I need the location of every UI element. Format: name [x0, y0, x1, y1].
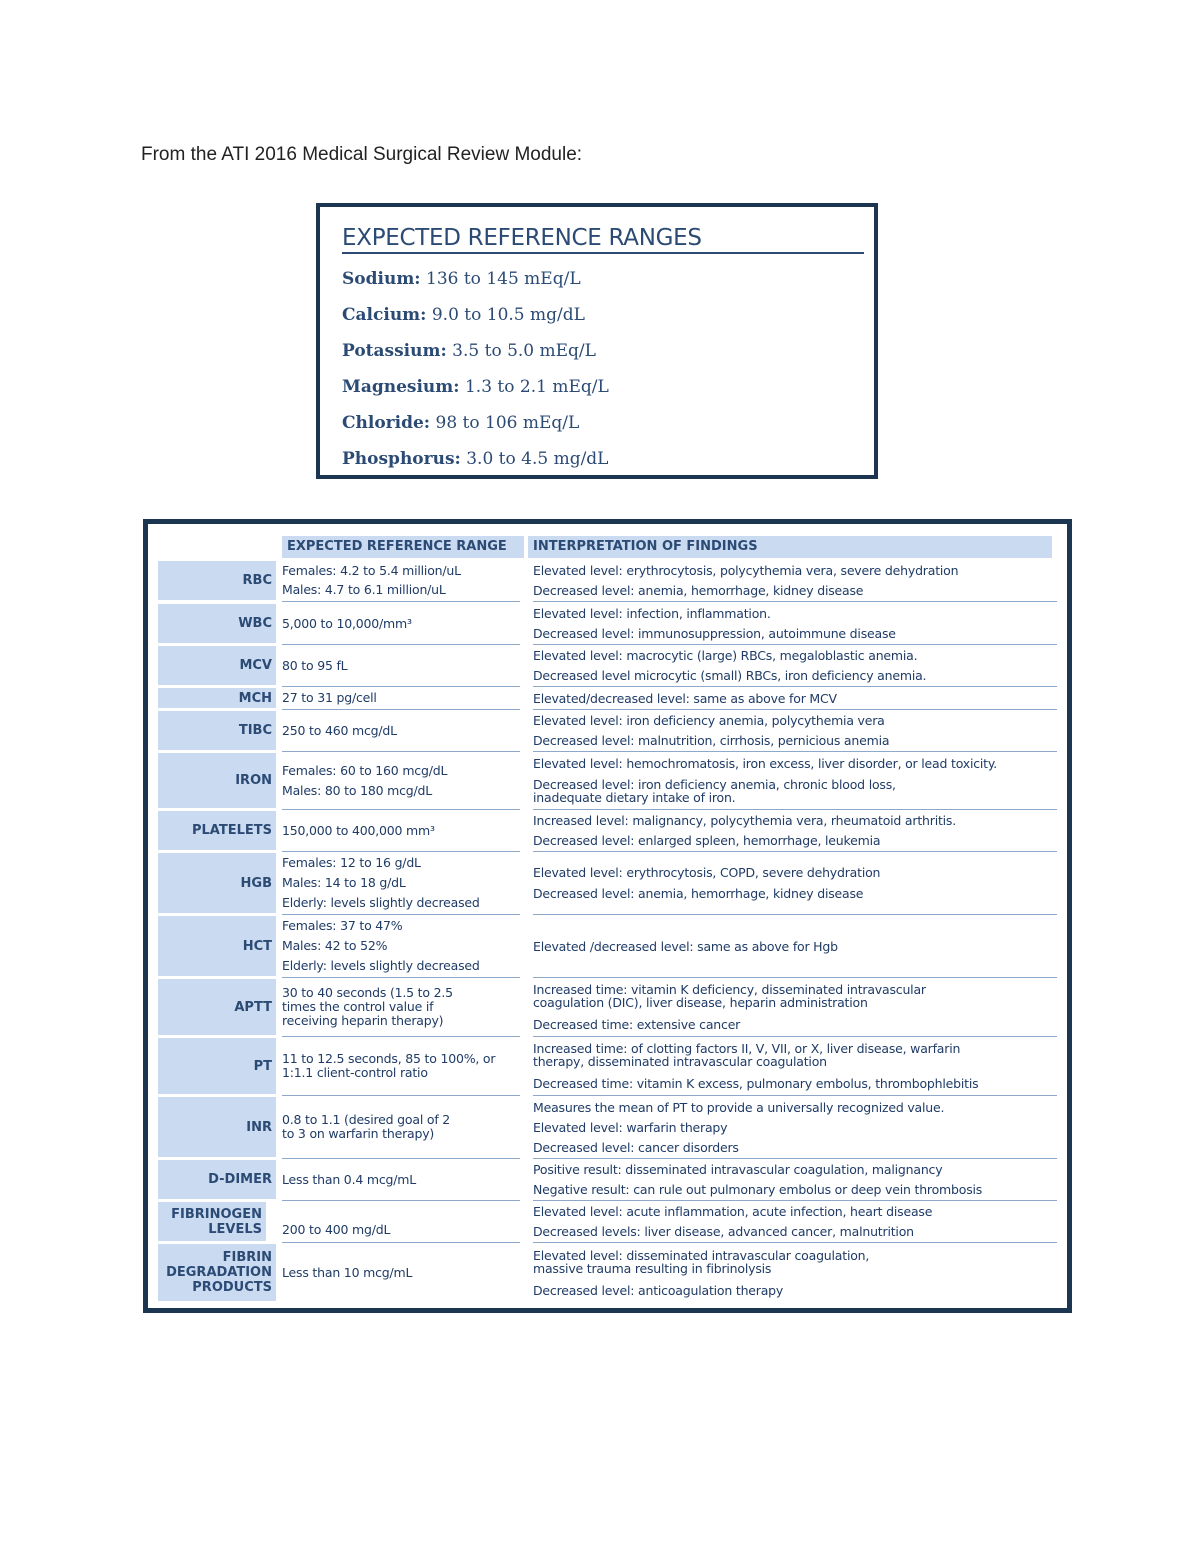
divider — [282, 1036, 520, 1037]
interpretation-cell — [533, 1038, 1057, 1094]
interp-line: Elevated level: iron deficiency anemia, polycythemia vera — [533, 713, 885, 729]
interpretation-cell — [533, 979, 1057, 1035]
list-item — [342, 337, 609, 373]
range-cell — [282, 1160, 520, 1199]
lab-values-table — [143, 519, 1072, 1313]
range-cell — [282, 688, 520, 708]
range-line: 0.8 to 1.1 (desired goal of 2 to 3 on warfarin therapy) — [282, 1112, 451, 1141]
row-label: TIBC — [158, 711, 276, 750]
divider — [533, 851, 1057, 852]
interp-line: Elevated level: erythrocytosis, polycythemia vera, severe dehydration — [533, 563, 959, 579]
divider — [282, 601, 520, 602]
range-cell — [282, 1038, 520, 1094]
range-cell — [282, 561, 520, 600]
item-value: 3.0 to 4.5 mg/dL — [466, 449, 609, 469]
table-row — [158, 646, 1057, 685]
interp-line: Elevated level: acute inflammation, acute infection, heart disease — [533, 1204, 933, 1220]
interpretation-cell — [533, 853, 1057, 913]
intro-text: From the ATI 2016 Medical Surgical Review Module: — [141, 144, 583, 165]
range-cell — [282, 853, 520, 913]
list-item — [342, 445, 609, 481]
range-cell — [282, 1097, 520, 1157]
interpretation-cell — [533, 646, 1057, 685]
range-cell — [282, 646, 520, 685]
row-label: PT — [158, 1038, 276, 1094]
interpretation-cell — [533, 1244, 1057, 1301]
range-line: 5,000 to 10,000/mm³ — [282, 615, 412, 631]
interp-line: Elevated level: hemochromatosis, iron excess, liver disorder, or lead toxicity. — [533, 756, 998, 771]
item-value: 9.0 to 10.5 mg/dL — [431, 305, 585, 325]
divider — [533, 914, 1057, 915]
range-line: Females: 12 to 16 g/dL — [282, 855, 421, 870]
interpretation-cell — [533, 711, 1057, 750]
interp-line: Decreased level microcytic (small) RBCs, iron deficiency anemia. — [533, 667, 927, 683]
interp-line: Elevated level: erythrocytosis, COPD, severe dehydration — [533, 865, 881, 880]
interpretation-cell — [533, 561, 1057, 600]
range-line: Males: 80 to 180 mcg/dL — [282, 782, 433, 798]
table-row — [158, 711, 1057, 750]
row-label: D-DIMER — [158, 1160, 276, 1199]
row-label: INR — [158, 1097, 276, 1157]
interp-line: Decreased level: anemia, hemorrhage, kidney disease — [533, 886, 864, 901]
interpretation-cell — [533, 604, 1057, 643]
row-label: FIBRINOGEN LEVELS — [158, 1202, 266, 1241]
table-row — [158, 561, 1057, 600]
row-label: APTT — [158, 979, 276, 1035]
interpretation-cell — [533, 753, 1057, 808]
item-name: Calcium: — [342, 305, 427, 325]
row-label: RBC — [158, 561, 276, 600]
item-value: 1.3 to 2.1 mEq/L — [464, 377, 609, 397]
table-row — [158, 688, 1057, 708]
interpretation-cell — [533, 1097, 1057, 1157]
range-cell — [282, 916, 520, 976]
interp-line: Elevated /decreased level: same as above for Hgb — [533, 938, 838, 954]
row-label: FIBRIN DEGRADATION PRODUCTS — [158, 1244, 276, 1301]
item-value: 3.5 to 5.0 mEq/L — [452, 341, 596, 361]
interp-line: Decreased level: anemia, hemorrhage, kidney disease — [533, 582, 864, 598]
interp-line: Decreased levels: liver disease, advanced cancer, malnutrition — [533, 1223, 914, 1239]
row-label: WBC — [158, 604, 276, 643]
list-item — [342, 409, 609, 445]
interp-line: Decreased level: iron deficiency anemia, chronic blood loss, inadequate dietary intake of iron. — [533, 777, 896, 805]
reference-ranges-box — [316, 203, 878, 479]
column-header-interpretation: INTERPRETATION OF FINDINGS — [528, 536, 1052, 558]
divider — [533, 709, 1057, 710]
row-label: MCH — [158, 688, 276, 708]
range-line: 11 to 12.5 seconds, 85 to 100%, or 1:1.1 client-control ratio — [282, 1051, 496, 1080]
table-row — [158, 811, 1057, 850]
item-name: Potassium: — [342, 341, 447, 361]
table-row — [158, 604, 1057, 643]
range-line: Males: 42 to 52% — [282, 938, 388, 953]
table-row — [158, 1202, 1057, 1241]
interp-line: Increased time: of clotting factors II, V, VII, or X, liver disease, warfarin therapy, disseminated intravascular coagulation — [533, 1041, 961, 1070]
table-row — [158, 979, 1057, 1035]
divider — [282, 1158, 520, 1159]
divider — [282, 914, 520, 915]
electrolyte-list — [342, 265, 609, 481]
table-row — [158, 1244, 1057, 1301]
divider — [282, 1095, 520, 1096]
divider — [533, 809, 1057, 810]
interp-line: Elevated/decreased level: same as above for MCV — [533, 690, 837, 706]
range-line: Females: 37 to 47% — [282, 918, 403, 933]
divider — [533, 751, 1057, 752]
item-value: 136 to 145 mEq/L — [426, 269, 581, 289]
interp-line: Negative result: can rule out pulmonary embolus or deep vein thrombosis — [533, 1181, 983, 1197]
table-row — [158, 1160, 1057, 1199]
row-label: PLATELETS — [158, 811, 276, 850]
range-line: 200 to 400 mg/dL — [282, 1222, 391, 1237]
interp-line: Positive result: disseminated intravascular coagulation, malignancy — [533, 1162, 943, 1178]
divider — [282, 686, 520, 687]
range-line: Males: 14 to 18 g/dL — [282, 875, 406, 890]
table-row — [158, 1038, 1057, 1094]
interp-line: Measures the mean of PT to provide a universally recognized value. — [533, 1099, 945, 1115]
divider — [282, 709, 520, 710]
divider — [533, 1036, 1057, 1037]
range-line: Elderly: levels slightly decreased — [282, 895, 480, 910]
list-item — [342, 265, 609, 301]
interpretation-cell — [533, 916, 1057, 976]
interp-line: Increased level: malignancy, polycythemia vera, rheumatoid arthritis. — [533, 813, 957, 829]
divider — [282, 1242, 520, 1243]
range-line: Males: 4.7 to 6.1 million/uL — [282, 582, 446, 598]
divider — [282, 851, 520, 852]
range-line: Females: 60 to 160 mcg/dL — [282, 762, 448, 778]
interp-line: Decreased level: cancer disorders — [533, 1139, 739, 1155]
item-value: 98 to 106 mEq/L — [435, 413, 580, 433]
range-line: Less than 0.4 mcg/mL — [282, 1171, 417, 1187]
box-title: EXPECTED REFERENCE RANGES — [342, 225, 864, 254]
divider — [282, 977, 520, 978]
divider — [533, 686, 1057, 687]
column-header-range: EXPECTED REFERENCE RANGE — [282, 536, 524, 558]
range-cell — [282, 604, 520, 643]
interp-line: Decreased time: vitamin K excess, pulmonary embolus, thrombophlebitis — [533, 1075, 979, 1091]
divider — [282, 644, 520, 645]
interp-line: Elevated level: macrocytic (large) RBCs, megaloblastic anemia. — [533, 648, 918, 664]
interpretation-cell — [533, 1202, 1057, 1241]
row-label: IRON — [158, 753, 276, 808]
row-label: MCV — [158, 646, 276, 685]
interp-line: Increased time: vitamin K deficiency, disseminated intravascular coagulation (DIC), liver disease, heparin administration — [533, 982, 926, 1011]
divider — [533, 1242, 1057, 1243]
divider — [533, 1158, 1057, 1159]
divider — [533, 644, 1057, 645]
range-cell — [282, 811, 520, 850]
interp-line: Decreased level: anticoagulation therapy — [533, 1282, 784, 1298]
list-item — [342, 373, 609, 409]
interp-line: Elevated level: warfarin therapy — [533, 1119, 728, 1135]
table-row — [158, 1097, 1057, 1157]
range-line: Less than 10 mcg/mL — [282, 1264, 413, 1280]
divider — [533, 977, 1057, 978]
range-line: 80 to 95 fL — [282, 657, 348, 673]
interp-line: Decreased level: immunosuppression, autoimmune disease — [533, 625, 896, 641]
range-line: Females: 4.2 to 5.4 million/uL — [282, 562, 461, 578]
range-cell — [282, 711, 520, 750]
range-line: 250 to 460 mcg/dL — [282, 722, 397, 738]
divider — [282, 751, 520, 752]
interp-line: Decreased time: extensive cancer — [533, 1016, 741, 1032]
range-cell — [282, 1202, 520, 1241]
row-label: HCT — [158, 916, 276, 976]
interp-line: Elevated level: infection, inflammation. — [533, 606, 771, 622]
range-line: 30 to 40 seconds (1.5 to 2.5 times the control value if receiving heparin therapy) — [282, 985, 453, 1028]
range-cell — [282, 1244, 520, 1301]
item-name: Sodium: — [342, 269, 421, 289]
divider — [533, 1200, 1057, 1201]
interp-line: Decreased level: malnutrition, cirrhosis, pernicious anemia — [533, 732, 890, 748]
range-cell — [282, 979, 520, 1035]
table-row — [158, 853, 1057, 913]
interpretation-cell — [533, 811, 1057, 850]
list-item — [342, 301, 609, 337]
divider — [533, 1095, 1057, 1096]
interp-line: Decreased level: enlarged spleen, hemorrhage, leukemia — [533, 832, 881, 848]
divider — [533, 601, 1057, 602]
range-line: 27 to 31 pg/cell — [282, 690, 377, 705]
table-row — [158, 753, 1057, 808]
range-cell — [282, 753, 520, 808]
interp-line: Elevated level: disseminated intravascular coagulation, massive trauma resulting in fibrinolysis — [533, 1247, 870, 1276]
divider — [282, 809, 520, 810]
divider — [282, 1200, 520, 1201]
item-name: Chloride: — [342, 413, 431, 433]
item-name: Magnesium: — [342, 377, 460, 397]
interpretation-cell — [533, 688, 1057, 708]
item-name: Phosphorus: — [342, 449, 461, 469]
range-line: Elderly: levels slightly decreased — [282, 958, 480, 973]
interpretation-cell — [533, 1160, 1057, 1199]
table-row — [158, 916, 1057, 976]
range-line: 150,000 to 400,000 mm³ — [282, 822, 435, 838]
row-label: HGB — [158, 853, 276, 913]
